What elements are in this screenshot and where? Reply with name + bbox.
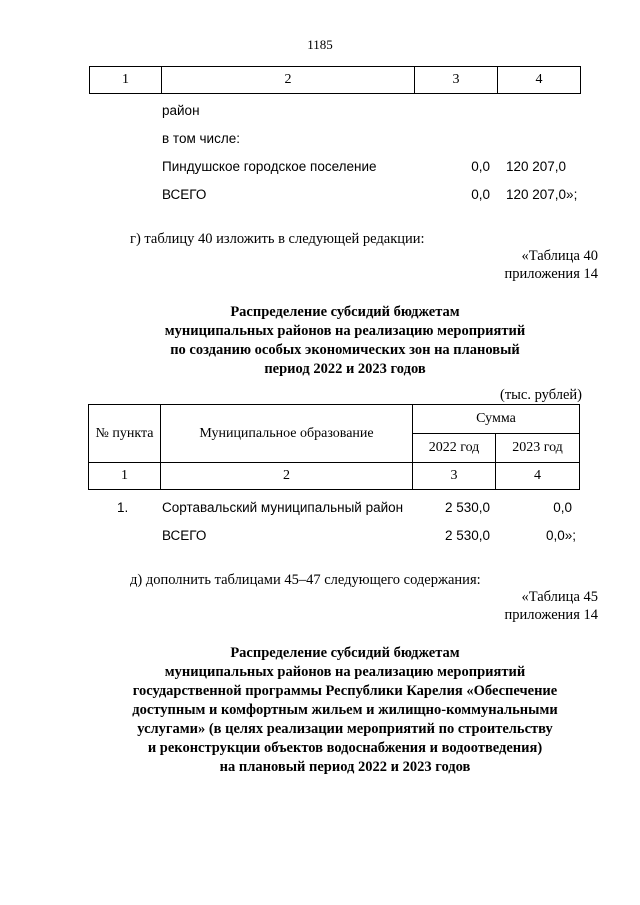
t40-hdr-2022: 2022 год (413, 434, 496, 463)
cont-line-district: район (162, 103, 200, 118)
t40-col-num-4: 4 (496, 463, 580, 490)
col-num-2: 2 (162, 67, 415, 94)
t45-title-line: доступным и комфортным жильем и жилищно-коммунальными (132, 702, 558, 718)
cont-row1-name: Пиндушское городское поселение (162, 159, 377, 174)
t40-hdr-2023: 2023 год (496, 434, 580, 463)
t40-col-num-2: 2 (161, 463, 413, 490)
t40-col-num-3: 3 (413, 463, 496, 490)
cont-row1-v2: 120 207,0 (506, 159, 567, 174)
t45-title-line: муниципальных районов на реализацию мероприятий (164, 664, 526, 680)
t40-row1-v1: 2 530,0 (444, 500, 490, 515)
t40-title-line: период 2022 и 2023 годов (264, 361, 426, 377)
t40-hdr-num: № пункта (89, 405, 161, 463)
paragraph-d: д) дополнить таблицами 45–47 следующего содержания: (130, 572, 481, 588)
t40-title (90, 303, 600, 379)
t45-title-line: на плановый период 2022 и 2023 годов (219, 759, 471, 775)
t40-title-line: по созданию особых экономических зон на плановый (170, 342, 520, 358)
cont-row2-name: ВСЕГО (162, 187, 207, 202)
t45-ref-line2: приложения 14 (504, 607, 598, 623)
continuation-table-header (89, 66, 581, 94)
t40-row2-v1: 2 530,0 (444, 528, 490, 543)
cont-line-including: в том числе: (162, 131, 240, 146)
t45-title-line: Распределение субсидий бюджетам (230, 645, 460, 661)
t40-col-num-1: 1 (89, 463, 161, 490)
cont-row2-v2: 120 207,0»; (506, 187, 578, 202)
t40-ref-line1: «Таблица 40 (521, 248, 598, 264)
t45-title-line: государственной программы Республики Карелия «Обеспечение (132, 683, 558, 699)
t40-table (88, 404, 580, 490)
col-num-1: 1 (90, 67, 162, 94)
t40-ref-line2: приложения 14 (504, 266, 598, 282)
t40-row1-num: 1. (117, 500, 129, 515)
t45-title-line: услугами» (в целях реализации мероприятий по строительству (137, 721, 553, 737)
t45-title (90, 644, 600, 777)
t40-row1-name: Сортавальский муниципальный район (162, 500, 404, 515)
t40-title-line: муниципальных районов на реализацию мероприятий (164, 323, 526, 339)
t40-row2-v2: 0,0»; (545, 528, 576, 543)
col-num-3: 3 (415, 67, 498, 94)
t40-row2-name: ВСЕГО (162, 528, 207, 543)
t45-title-line: и реконструкции объектов водоснабжения и водоотведения) (147, 740, 543, 756)
cont-row1-v1: 0,0 (471, 159, 490, 174)
paragraph-g: г) таблицу 40 изложить в следующей редакции: (130, 231, 425, 247)
page-number: 1185 (307, 37, 333, 52)
t40-row1-v2: 0,0 (553, 500, 572, 515)
t45-ref-line1: «Таблица 45 (521, 589, 598, 605)
t40-hdr-mun: Муниципальное образование (161, 405, 413, 463)
t40-hdr-sum: Сумма (413, 405, 580, 434)
col-num-4: 4 (498, 67, 581, 94)
cont-row2-v1: 0,0 (471, 187, 490, 202)
t40-unit: (тыс. рублей) (500, 387, 582, 403)
t40-title-line: Распределение субсидий бюджетам (230, 304, 460, 320)
